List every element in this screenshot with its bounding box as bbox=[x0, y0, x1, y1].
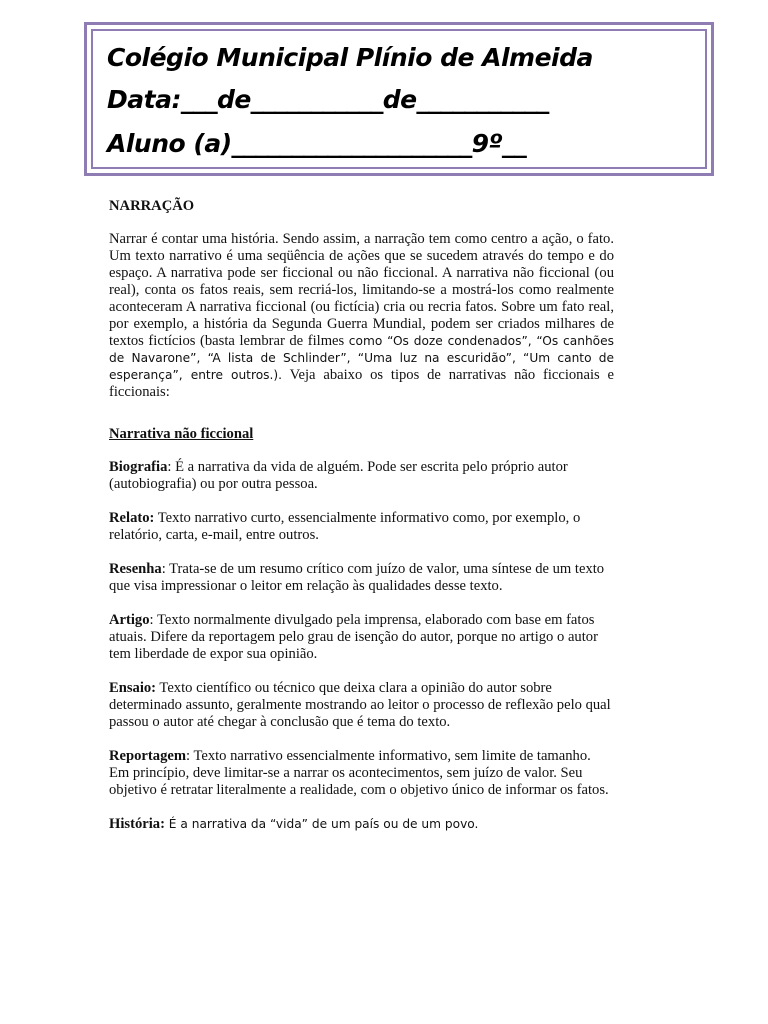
definition-historia bbox=[109, 816, 614, 833]
definition-term: Relato: bbox=[109, 510, 155, 526]
definition-text: Trata-se de um resumo crítico com juízo de valor, uma síntese de um texto que visa impressionar o leitor em relação às qualidades desse texto. bbox=[109, 561, 605, 594]
definition-separator: : bbox=[186, 748, 191, 764]
definition-text: É a narrativa da “vida” de um país ou de um povo. bbox=[164, 817, 479, 831]
definition-text: É a narrativa da vida de alguém. Pode ser escrita pelo próprio autor (autobiografia) ou por outra pessoa. bbox=[109, 459, 568, 492]
definition-relato bbox=[109, 510, 614, 544]
student-line: Aluno (a)____________________9º__ bbox=[107, 129, 527, 158]
definition-term: História: bbox=[109, 816, 165, 832]
definition-separator: : bbox=[149, 612, 154, 628]
definition-term: Reportagem bbox=[109, 748, 186, 764]
intro-closing-text: Veja abaixo os tipos de narrativas não ficcionais e ficcionais: bbox=[109, 367, 614, 400]
subsection-title: Narrativa não ficcional bbox=[109, 426, 254, 442]
definition-term: Ensaio: bbox=[109, 680, 157, 696]
document-body bbox=[109, 198, 614, 850]
school-name: Colégio Municipal Plínio de Almeida bbox=[107, 43, 593, 72]
definition-resenha bbox=[109, 561, 614, 595]
intro-text: Narrar é contar uma história. Sendo assim, a narração tem como centro a ação, o fato. Um texto narrativo é uma seqüência de ações que se sucedem através do tempo e do espaço. A narrativa pode ser ficcional ou não ficcional. A narrativa não ficcional (ou real), conta os fatos reais, sem recriá-los, limitando-se a mostrá-los como realmente aconteceram A narrativa ficcional (ou fictícia) cria ou recria fatos. Sobre um fato real, por exemplo, a história da Segunda Guerra Mundial, podem ser criados milhares de textos fictícios (basta lembrar de filmes bbox=[109, 231, 614, 349]
definition-text: Texto narrativo essencialmente informativo, sem limite de tamanho. Em princípio, deve limitar-se a narrar os acontecimentos, sem juízo de valor. Seu objetivo é retratar literalmente a realidade, com o objetivo único de informar os fatos. bbox=[109, 748, 609, 798]
definition-term: Biografia bbox=[109, 459, 168, 475]
definition-term: Artigo bbox=[109, 612, 150, 628]
definition-term: Resenha bbox=[109, 561, 162, 577]
definition-separator: : bbox=[161, 561, 166, 577]
definition-ensaio bbox=[109, 680, 614, 731]
intro-paragraph bbox=[109, 231, 614, 401]
definition-artigo bbox=[109, 612, 614, 663]
definition-text: Texto normalmente divulgado pela imprensa, elaborado com base em fatos atuais. Difere da reportagem pelo grau de isenção do autor, porque no artigo o autor tem liberdade de expor sua opinião. bbox=[109, 612, 598, 662]
definition-text: Texto narrativo curto, essencialmente informativo como, por exemplo, o relatório, carta, e-mail, entre outros. bbox=[109, 510, 581, 543]
header-frame bbox=[84, 22, 714, 176]
intro-films-text: como “Os doze condenados”, “Os canhões de Navarone”, “A lista de Schlinder”, “Uma luz na escuridão”, “Um canto de esperança”, entre outros.). bbox=[109, 334, 614, 382]
definition-biografia bbox=[109, 459, 614, 493]
section-title: NARRAÇÃO bbox=[109, 198, 195, 214]
definition-text: Texto científico ou técnico que deixa clara a opinião do autor sobre determinado assunto, geralmente mostrando ao leitor o processo de reflexão pelo qual passou o autor até chegar à conclusão que é tema do texto. bbox=[109, 680, 611, 730]
date-line: Data:___de___________de___________ bbox=[107, 85, 549, 114]
definition-separator: : bbox=[167, 459, 172, 475]
definition-reportagem bbox=[109, 748, 614, 799]
